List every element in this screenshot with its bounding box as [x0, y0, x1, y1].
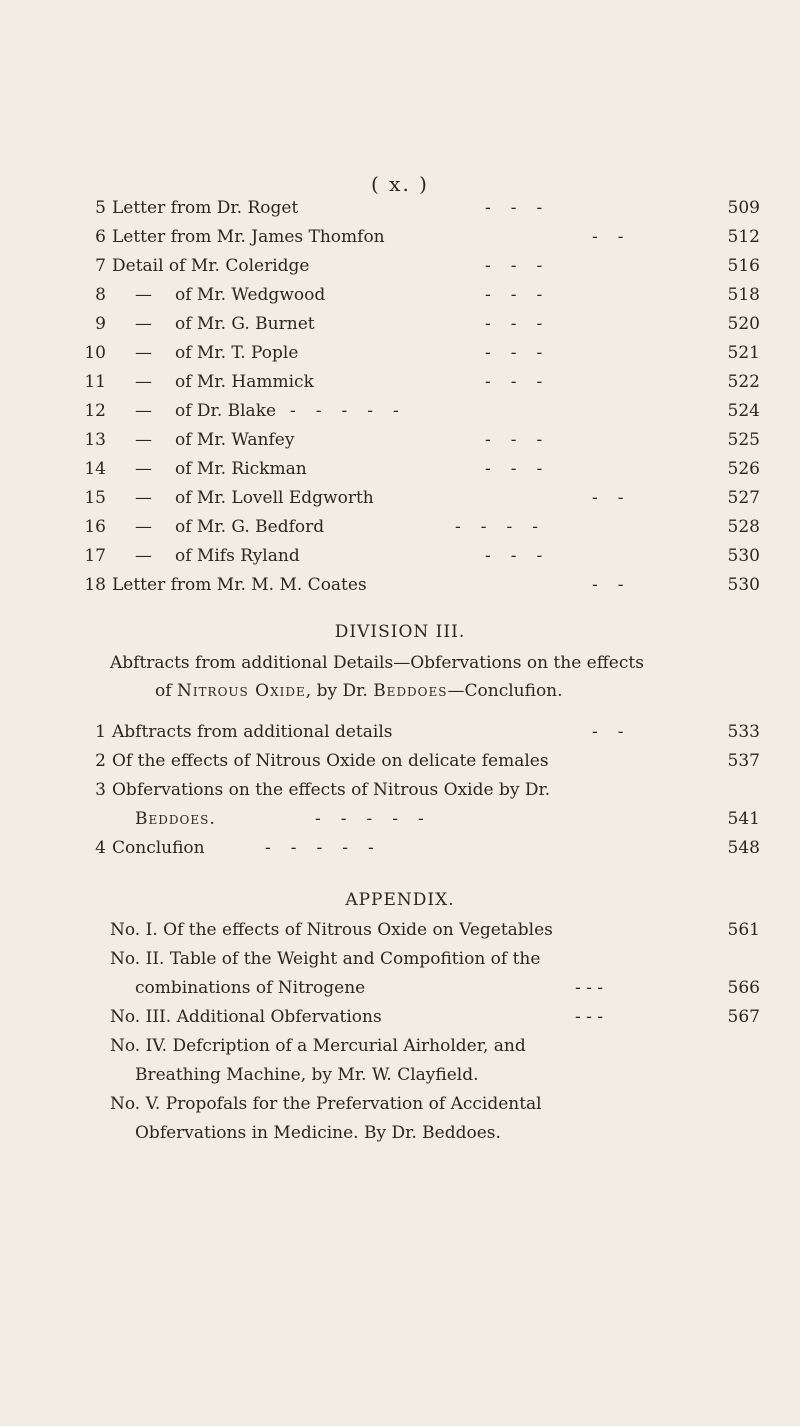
entry-title: of Mr. G. Bedford	[175, 517, 325, 537]
ditto-dash: —	[135, 459, 152, 479]
appendix-page: 566	[727, 978, 760, 998]
appendix-page: 561	[727, 920, 760, 940]
leader-dots: ---	[485, 430, 563, 450]
toc-row	[0, 780, 800, 808]
entry-page: 512	[727, 227, 760, 247]
entry-title: Obfervations on the effects of Nitrous Oxide by Dr.	[112, 780, 551, 800]
appendix-text: No. II. Table of the Weight and Compofition of the	[110, 949, 541, 969]
entry-number: 8	[95, 285, 106, 305]
leader-dots: ---	[485, 459, 563, 479]
entry-title: Letter from Mr. M. M. Coates	[112, 575, 367, 595]
leader-dots: ---	[485, 372, 563, 392]
entry-page: 516	[727, 256, 760, 276]
entry-page: 522	[727, 372, 760, 392]
leader-dots: ----	[455, 517, 558, 537]
abstract-line	[110, 677, 760, 705]
entry-number: 17	[84, 546, 106, 566]
entry-number: 10	[84, 343, 106, 363]
appendix-text: No. I. Of the effects of Nitrous Oxide on Vegetables	[110, 920, 553, 940]
entry-title: Conclufion	[112, 838, 205, 858]
ditto-dash: —	[135, 343, 152, 363]
leader-dots: -----	[265, 838, 394, 858]
entry-number: 6	[95, 227, 106, 247]
leader-dots: --	[592, 722, 644, 742]
entry-title: of Mr. Wedgwood	[175, 285, 326, 305]
toc-row	[0, 459, 800, 487]
toc-row	[0, 722, 800, 750]
leader-dots: -----	[315, 809, 444, 829]
leader-dots: ---	[485, 285, 563, 305]
leader-dots: --	[592, 488, 644, 508]
abstract-text: of	[155, 681, 177, 701]
entry-page: 530	[727, 575, 760, 595]
leader-dots: ---	[485, 314, 563, 334]
entry-title: of Mr. Lovell Edgworth	[175, 488, 374, 508]
entry-page: 533	[727, 722, 760, 742]
toc-row	[0, 430, 800, 458]
entry-number: 9	[95, 314, 106, 334]
entry-number: 3	[95, 780, 106, 800]
appendix-text: combinations of Nitrogene	[135, 978, 366, 998]
entry-page: 520	[727, 314, 760, 334]
entry-title: Of the effects of Nitrous Oxide on delicate females	[112, 751, 549, 771]
toc-row	[0, 401, 800, 429]
leader-dots: --	[592, 227, 644, 247]
entry-page: 524	[727, 401, 760, 421]
entry-number: 5	[95, 198, 106, 218]
ditto-dash: —	[135, 546, 152, 566]
entry-page: 521	[727, 343, 760, 363]
toc-row	[0, 285, 800, 313]
toc-row	[0, 838, 800, 866]
leader-dots: ---	[485, 256, 563, 276]
entry-title: Detail of Mr. Coleridge	[112, 256, 310, 276]
ditto-dash: —	[135, 401, 152, 421]
toc-row	[0, 546, 800, 574]
entry-page: 530	[727, 546, 760, 566]
entry-page: 541	[727, 809, 760, 829]
abstract-text: Beddoes	[373, 681, 448, 701]
leader-dots: -----	[290, 401, 419, 421]
entry-title: of Mr. Wanfey	[175, 430, 295, 450]
toc-row	[0, 227, 800, 255]
entry-number: 18	[84, 575, 106, 595]
entry-page: 525	[727, 430, 760, 450]
entry-title: Beddoes.	[135, 809, 216, 829]
entry-page: 526	[727, 459, 760, 479]
entry-page: 509	[727, 198, 760, 218]
entry-title: of Mr. Rickman	[175, 459, 307, 479]
toc-row	[0, 751, 800, 779]
ditto-dash: —	[135, 488, 152, 508]
abstract-text: —Conclufion.	[447, 681, 563, 701]
entry-page: 527	[727, 488, 760, 508]
entry-title: of Dr. Blake	[175, 401, 277, 421]
appendix-text: No. III. Additional Obfervations	[110, 1007, 382, 1027]
abstract-line: Abftracts from additional Details—Obfervations on the effects	[110, 653, 644, 673]
division-abstract	[110, 649, 760, 705]
abstract-text: Nitrous Oxide	[176, 681, 306, 701]
entry-title: Letter from Dr. Roget	[112, 198, 299, 218]
toc-row	[0, 372, 800, 400]
toc-row	[0, 575, 800, 603]
toc-row	[0, 343, 800, 371]
entry-number: 1	[95, 722, 106, 742]
entry-page: 528	[727, 517, 760, 537]
leader-dots: ---	[485, 546, 563, 566]
entry-number: 15	[84, 488, 106, 508]
toc-row	[0, 809, 800, 837]
abstract-text: , by Dr.	[305, 681, 374, 701]
entry-title: of Mr. T. Pople	[175, 343, 299, 363]
toc-row	[0, 488, 800, 516]
leader-dots: - - -	[575, 978, 604, 998]
leader-dots: --	[592, 575, 644, 595]
entry-number: 4	[95, 838, 106, 858]
appendix-heading: APPENDIX.	[345, 890, 455, 910]
toc-row	[0, 256, 800, 284]
appendix-page: 567	[727, 1007, 760, 1027]
entry-number: 7	[95, 256, 106, 276]
division-heading: DIVISION III.	[334, 622, 466, 642]
entry-title: Letter from Mr. James Thomfon	[112, 227, 385, 247]
appendix-text: Obfervations in Medicine. By Dr. Beddoes.	[135, 1123, 501, 1143]
entry-number: 13	[84, 430, 106, 450]
toc-row	[0, 314, 800, 342]
appendix-text: Breathing Machine, by Mr. W. Clayfield.	[135, 1065, 479, 1085]
leader-dots: ---	[485, 343, 563, 363]
ditto-dash: —	[135, 372, 152, 392]
entry-number: 11	[84, 372, 106, 392]
entry-number: 2	[95, 751, 106, 771]
entry-page: 518	[727, 285, 760, 305]
ditto-dash: —	[135, 517, 152, 537]
entry-page: 537	[727, 751, 760, 771]
entry-title: of Mifs Ryland	[175, 546, 300, 566]
entry-number: 16	[84, 517, 106, 537]
page-header: ( x. )	[371, 172, 429, 196]
leader-dots: ---	[485, 198, 563, 218]
toc-row	[0, 517, 800, 545]
ditto-dash: —	[135, 430, 152, 450]
toc-row	[0, 198, 800, 226]
entry-number: 14	[84, 459, 106, 479]
entry-title: of Mr. G. Burnet	[175, 314, 315, 334]
appendix-text: No. V. Propofals for the Prefervation of Accidental	[110, 1094, 542, 1114]
leader-dots: - - -	[575, 1007, 604, 1027]
ditto-dash: —	[135, 285, 152, 305]
entry-page: 548	[727, 838, 760, 858]
entry-title: of Mr. Hammick	[175, 372, 314, 392]
entry-number: 12	[84, 401, 106, 421]
ditto-dash: —	[135, 314, 152, 334]
entry-title: Abftracts from additional details	[112, 722, 393, 742]
appendix-text: No. IV. Defcription of a Mercurial Airholder, and	[110, 1036, 526, 1056]
